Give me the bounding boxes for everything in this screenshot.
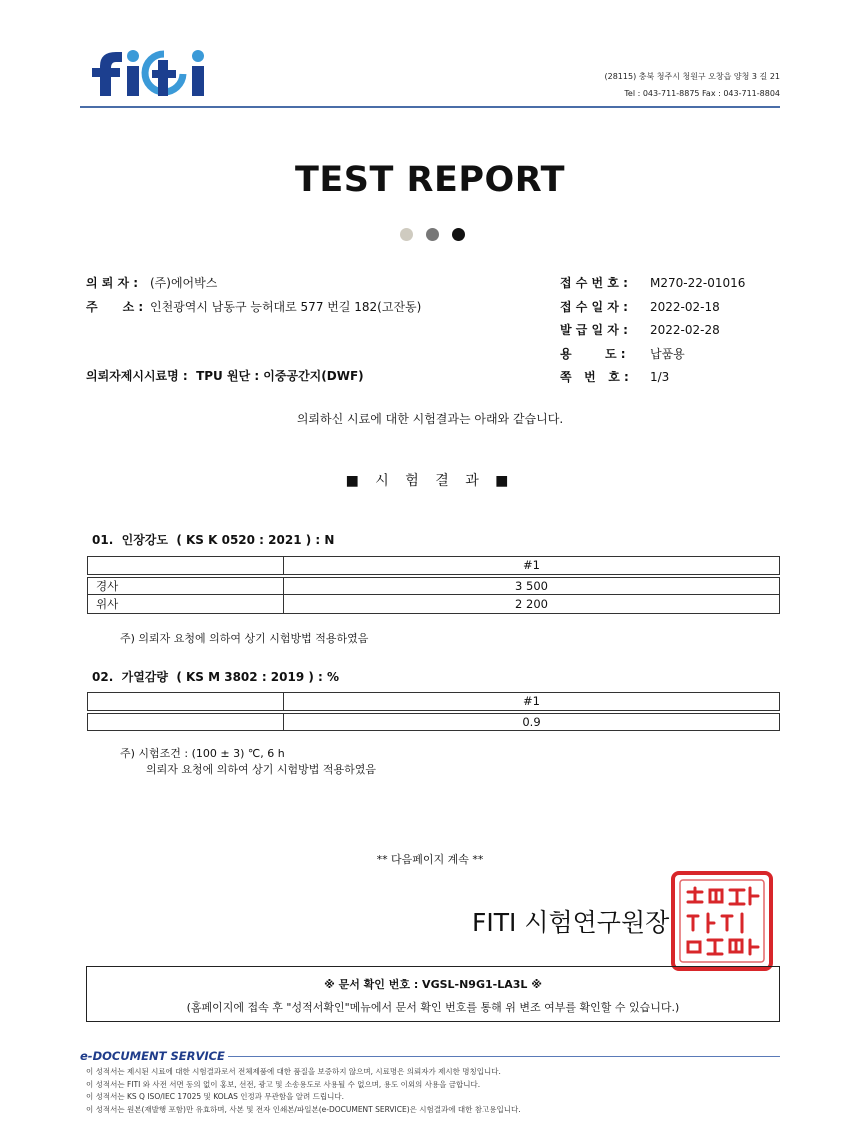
continued-text: ** 다음페이지 계속 ** bbox=[376, 853, 484, 866]
table-header-row bbox=[88, 557, 780, 576]
footer-note: 이 성적서는 제시된 시료에 대한 시험결과로서 전체제품에 대한 품질을 보증하지 않으며, 시료명은 의뢰자가 제시한 명칭입니다. bbox=[86, 1067, 501, 1076]
header-cell bbox=[88, 557, 284, 576]
section-title: 01. 인장강도 ( KS K 0520 : 2021 ) : N bbox=[92, 533, 335, 547]
client-name-row bbox=[86, 272, 421, 296]
meta-row bbox=[560, 366, 745, 390]
note-line: 주) 의뢰자 요청에 의하여 상기 시험방법 적용하였음 bbox=[120, 632, 369, 645]
dot-mid bbox=[426, 228, 439, 241]
report-title: TEST REPORT bbox=[294, 160, 566, 200]
table-row bbox=[88, 712, 780, 731]
footer-divider bbox=[228, 1056, 780, 1057]
logo-text: fiti bbox=[86, 44, 88, 45]
client-address-label: 주 소 : bbox=[86, 299, 144, 314]
row-label bbox=[88, 712, 284, 731]
fiti-logo bbox=[86, 44, 216, 100]
note-line: 의뢰자 요청에 의하여 상기 시험방법 적용하였음 bbox=[146, 763, 377, 776]
title-dots bbox=[400, 228, 465, 242]
client-name-value: (주)에어박스 bbox=[150, 276, 218, 290]
meta-label: 접 수 일 자 : bbox=[560, 299, 628, 314]
header-contact: Tel : 043-711-8875 Fax : 043-711-8804 bbox=[624, 89, 780, 98]
header-divider bbox=[80, 106, 780, 108]
meta-value: 1/3 bbox=[650, 370, 670, 384]
results-heading: ■ 시 험 결 과 ■ bbox=[345, 473, 515, 489]
meta-value: 납품용 bbox=[650, 346, 685, 361]
header-cell bbox=[88, 693, 284, 712]
verification-number: ※ 문서 확인 번호 : VGSL-N9G1-LA3L ※ bbox=[324, 978, 542, 991]
verification-instructions: (홈페이지에 접속 후 "성적서확인"메뉴에서 문서 확인 번호를 통해 위 변조 여부를 확인할 수 있습니다.) bbox=[186, 1001, 680, 1014]
tensile-strength-table bbox=[87, 556, 780, 614]
row-value: 2 200 bbox=[284, 595, 780, 614]
client-address-row bbox=[86, 296, 421, 320]
footer-note: 이 성적서는 FITI 와 사전 서면 동의 없이 홍보, 선전, 광고 및 소송용도로 사용될 수 없으며, 용도 이외의 사용을 금합니다. bbox=[86, 1079, 481, 1089]
table-header-row bbox=[88, 693, 780, 712]
meta-label: 발 급 일 자 : bbox=[560, 323, 628, 337]
client-address-value: 인천광역시 남동구 능허대로 577 번길 182(고잔동) bbox=[150, 299, 422, 314]
official-seal bbox=[670, 870, 774, 972]
note-line: 주) 시험조건 : (100 ± 3) ℃, 6 h bbox=[120, 747, 285, 760]
header-cell: #1 bbox=[284, 557, 780, 576]
client-info bbox=[86, 272, 421, 319]
meta-row bbox=[560, 272, 745, 296]
meta-row bbox=[560, 343, 745, 367]
client-name-label: 의 뢰 자 : bbox=[86, 276, 139, 290]
meta-label: 쪽 번 호 : bbox=[560, 370, 629, 384]
meta-label: 접 수 번 호 : bbox=[560, 276, 628, 290]
meta-value: 2022-02-18 bbox=[650, 299, 720, 314]
dot-light bbox=[400, 228, 413, 241]
dot-dark bbox=[452, 228, 465, 241]
meta-label: 용 도 : bbox=[560, 346, 626, 361]
sample-name: 의뢰자제시시료명 : TPU 원단 : 이중공간지(DWF) bbox=[86, 369, 364, 383]
e-document-service-label: e-DOCUMENT SERVICE bbox=[80, 1049, 225, 1063]
table-row bbox=[88, 595, 780, 614]
footer-notes bbox=[86, 1066, 521, 1116]
report-meta bbox=[560, 272, 745, 390]
section-note bbox=[120, 746, 376, 778]
director-name: FITI 시험연구원장 bbox=[472, 908, 670, 937]
table-row bbox=[88, 576, 780, 595]
header-address-block bbox=[605, 68, 781, 102]
meta-value: 2022-02-28 bbox=[650, 323, 720, 337]
meta-value: M270-22-01016 bbox=[650, 276, 746, 290]
header-address: (28115) 충북 청주시 청원구 오창읍 양청 3 길 21 bbox=[604, 72, 780, 81]
row-value: 3 500 bbox=[284, 576, 780, 595]
footer-note: 이 성적서는 KS Q ISO/IEC 17025 및 KOLAS 인정과 무관함을 알려 드립니다. bbox=[86, 1092, 344, 1101]
heating-loss-table bbox=[87, 692, 780, 731]
row-value: 0.9 bbox=[284, 712, 780, 731]
verification-box bbox=[86, 966, 780, 1022]
section-title: 02. 가열감량 ( KS M 3802 : 2019 ) : % bbox=[92, 670, 340, 684]
intro-text: 의뢰하신 시료에 대한 시험결과는 아래와 같습니다. bbox=[296, 412, 564, 426]
meta-row bbox=[560, 296, 745, 320]
meta-row bbox=[560, 319, 745, 343]
header-cell: #1 bbox=[284, 693, 780, 712]
row-label: 위사 bbox=[88, 595, 284, 614]
section-note bbox=[120, 631, 368, 647]
footer-note: 이 성적서는 원본(재발행 포함)만 유효하며, 사본 및 전자 인쇄본/파일본(e-DOCUMENT SERVICE)은 시험결과에 대한 참고용입니다. bbox=[86, 1104, 521, 1114]
row-label: 경사 bbox=[88, 576, 284, 595]
